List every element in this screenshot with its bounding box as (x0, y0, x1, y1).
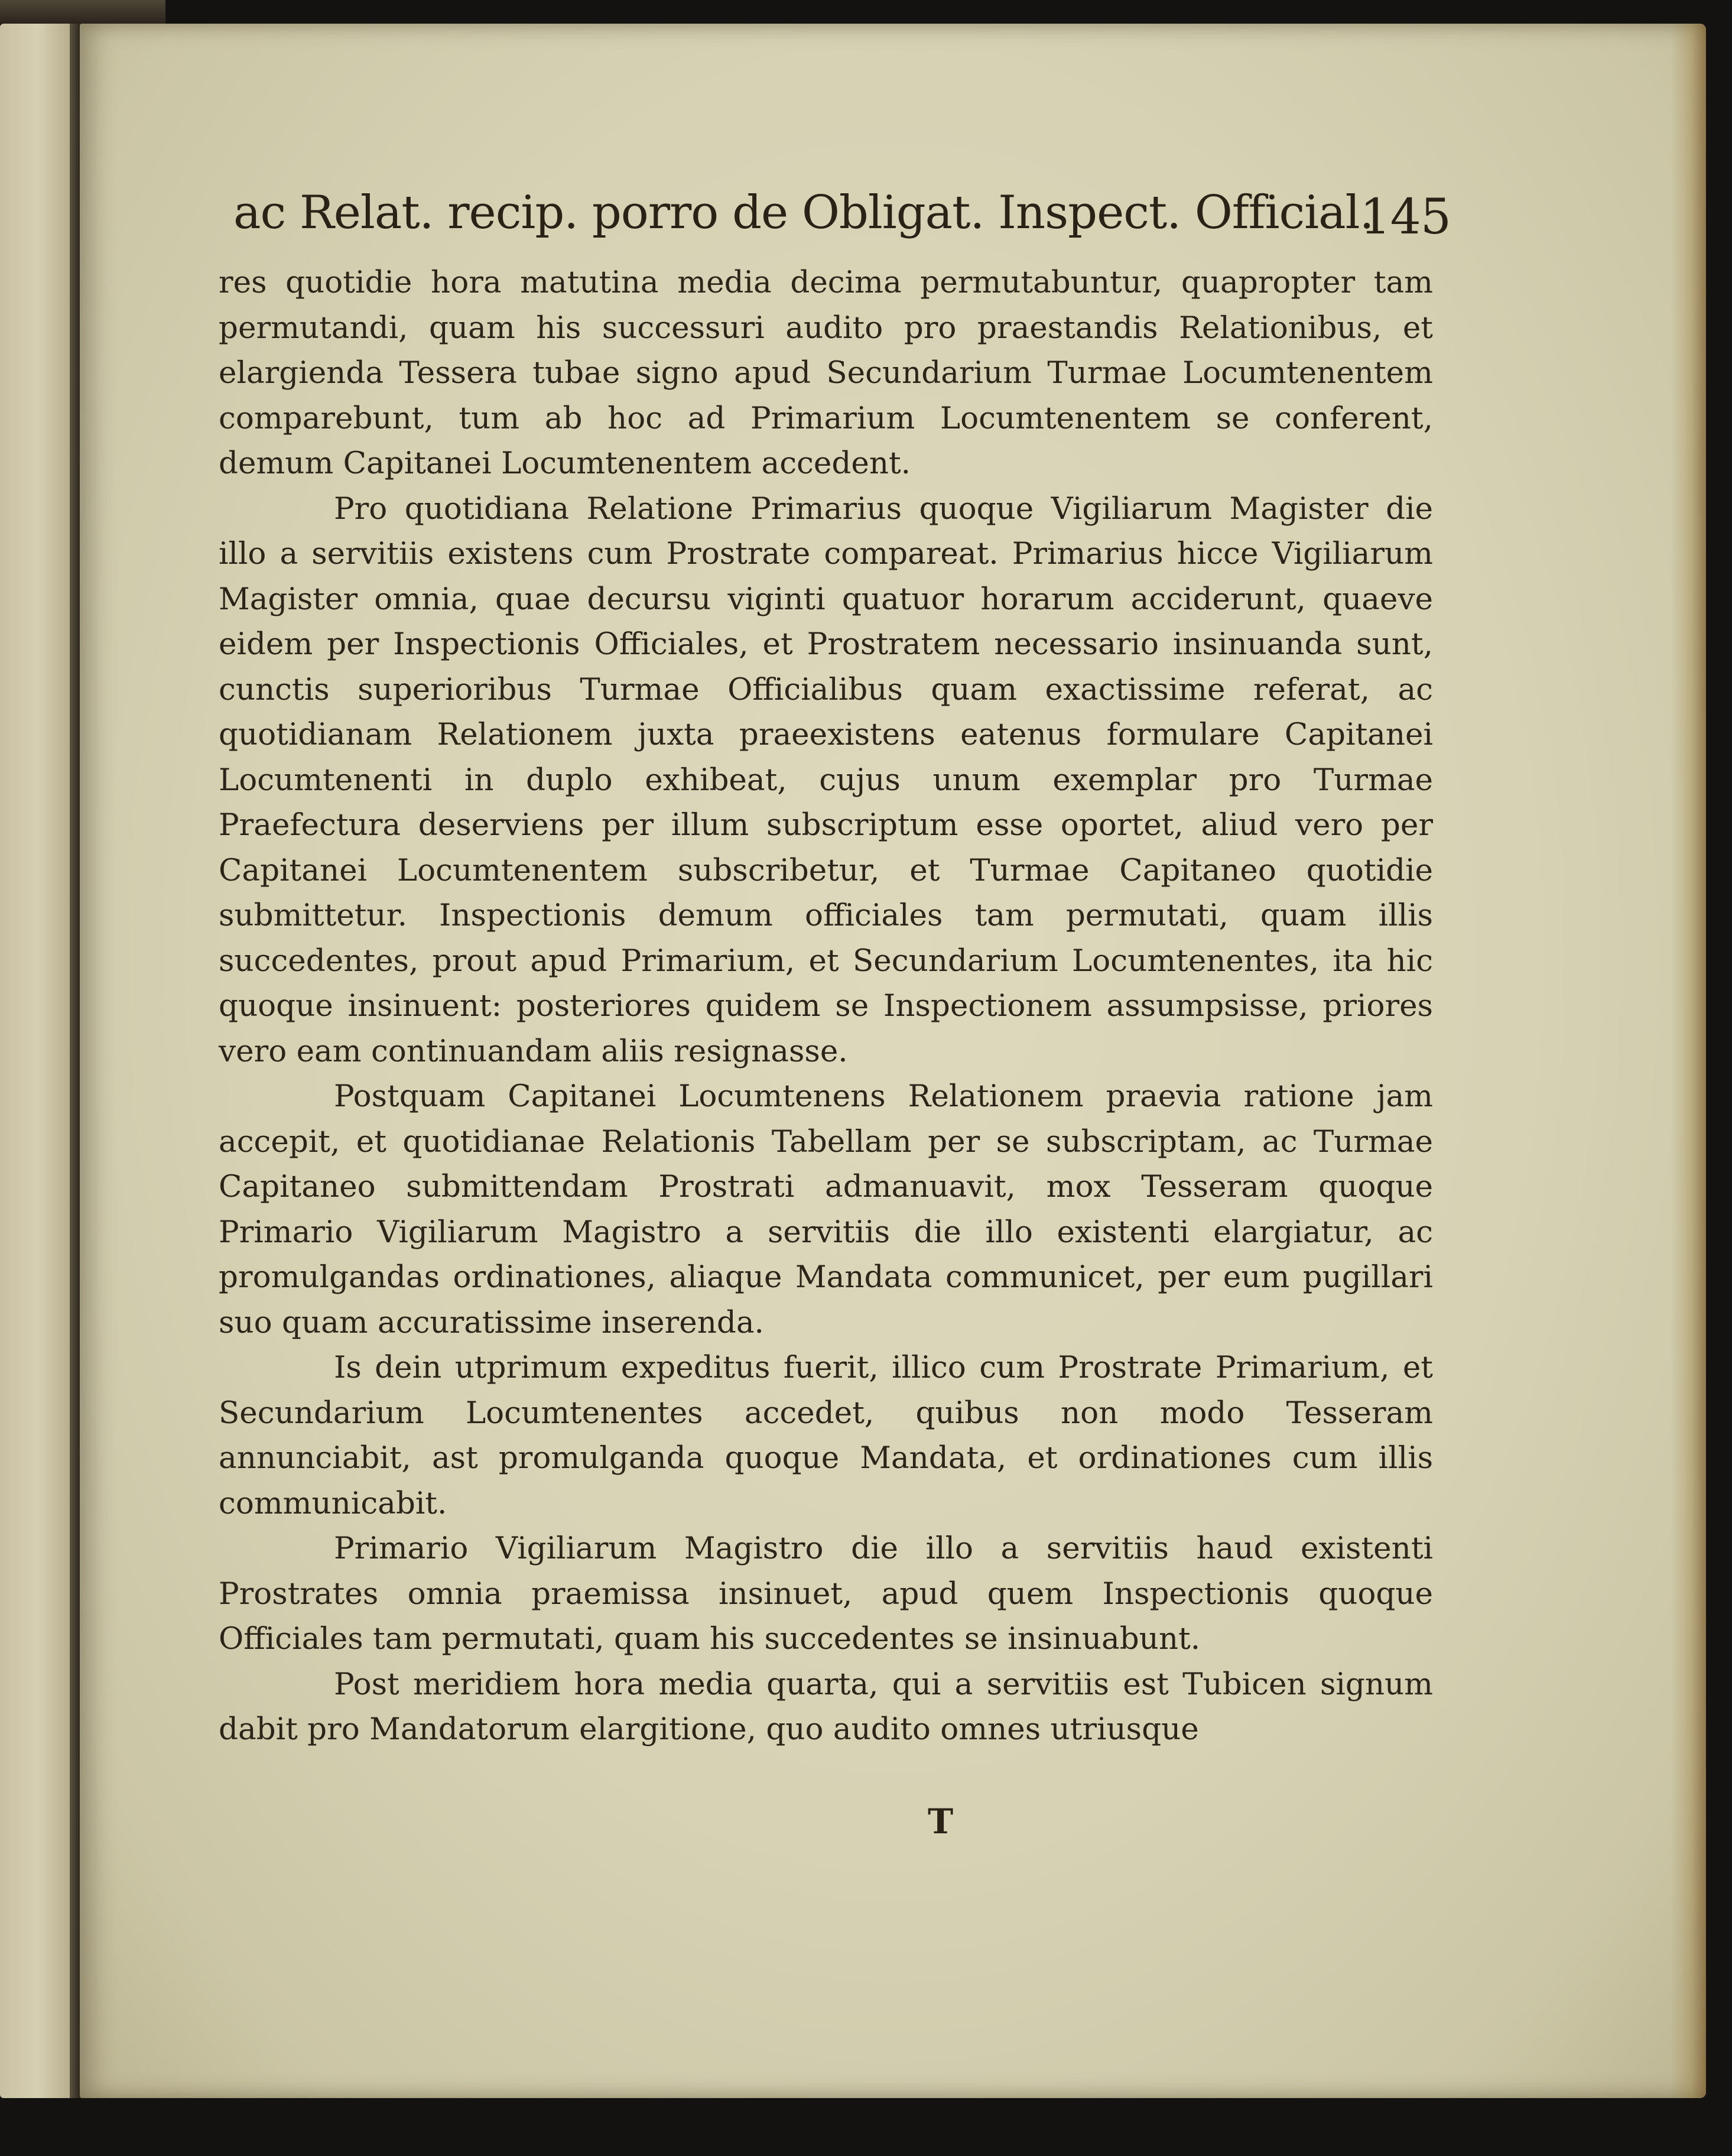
page-fore-edge (1671, 24, 1706, 2098)
page-number: 145 (1360, 189, 1451, 245)
paragraph-2: Pro quotidiana Relatione Primarius quoque Vigiliarum Magister die illo a servitiis existens cum Prostrate compareat. Primarius hicce Vigiliarum Magister omnia, quae decursu viginti quatuor horarum acciderunt, quaeve eidem per Inspectionis Officiales, et Prostratem necessario insinuanda sunt, cunctis superioribus Turmae Officialibus quam exactissime referat, ac quotidianam Relationem juxta praeexistens eatenus formulare Capitanei Locumtenenti in duplo exhibeat, cujus unum exemplar pro Turmae Praefectura deserviens per illum subscriptum esse oportet, aliud vero per Capitanei Locumtenentem subscribetur, et Turmae Capitaneo quotidie submittetur. Inspectionis demum officiales tam permutati, quam illis succedentes, prout apud Primarium, et Secundarium Locumtenentes, ita hic quoque insinuent: posteriores quidem se Inspectionem assumpsisse, priores vero eam continuandam aliis resignasse. (219, 491, 1433, 1069)
paragraph-3: Postquam Capitanei Locumtenens Relationem praevia ratione jam accepit, et quotidianae Relationis Tabellam per se subscriptam, ac Turmae Capitaneo submittendam Prostrati admanuavit, mox Tesseram quoque Primario Vigiliarum Magistro a servitiis die illo existenti elargiatur, ac promulgandas ordinationes, aliaque Mandata communicet, per eum pugillari suo quam accuratissime inserenda. (219, 1079, 1433, 1340)
paragraph-5: Primario Vigiliarum Magistro die illo a servitiis haud existenti Prostrates omnia praemissa insinuet, apud quem Inspectionis quoque Officiales tam permutati, quam his succedentes se insinuabunt. (219, 1531, 1433, 1657)
body-text (219, 260, 1433, 1752)
paragraph-1: res quotidie hora matutina media decima permutabuntur, quapropter tam permutandi, quam his successuri audito pro praestandis Relationibus, et elargienda Tessera tubae signo apud Secundarium Turmae Locumtenentem comparebunt, tum ab hoc ad Primarium Locumtenentem se conferent, demum Capitanei Locumtenentem accedent. (219, 265, 1433, 481)
paragraph-4: Is dein utprimum expeditus fuerit, illico cum Prostrate Primarium, et Secundarium Locumtenentes accedet, quibus non modo Tesseram annunciabit, ast promulganda quoque Mandata, et ordinationes cum illis communicabit. (219, 1350, 1433, 1521)
running-header (233, 171, 1451, 254)
paragraph-6: Post meridiem hora media quarta, qui a servitiis est Tubicen signum dabit pro Mandatorum elargitione, quo audito omnes utriusque (219, 1666, 1433, 1747)
catchword: T (928, 1801, 954, 1842)
running-title: ac Relat. recip. porro de Obligat. Inspect. Official. (233, 186, 1374, 239)
page-top-strip (0, 0, 165, 24)
